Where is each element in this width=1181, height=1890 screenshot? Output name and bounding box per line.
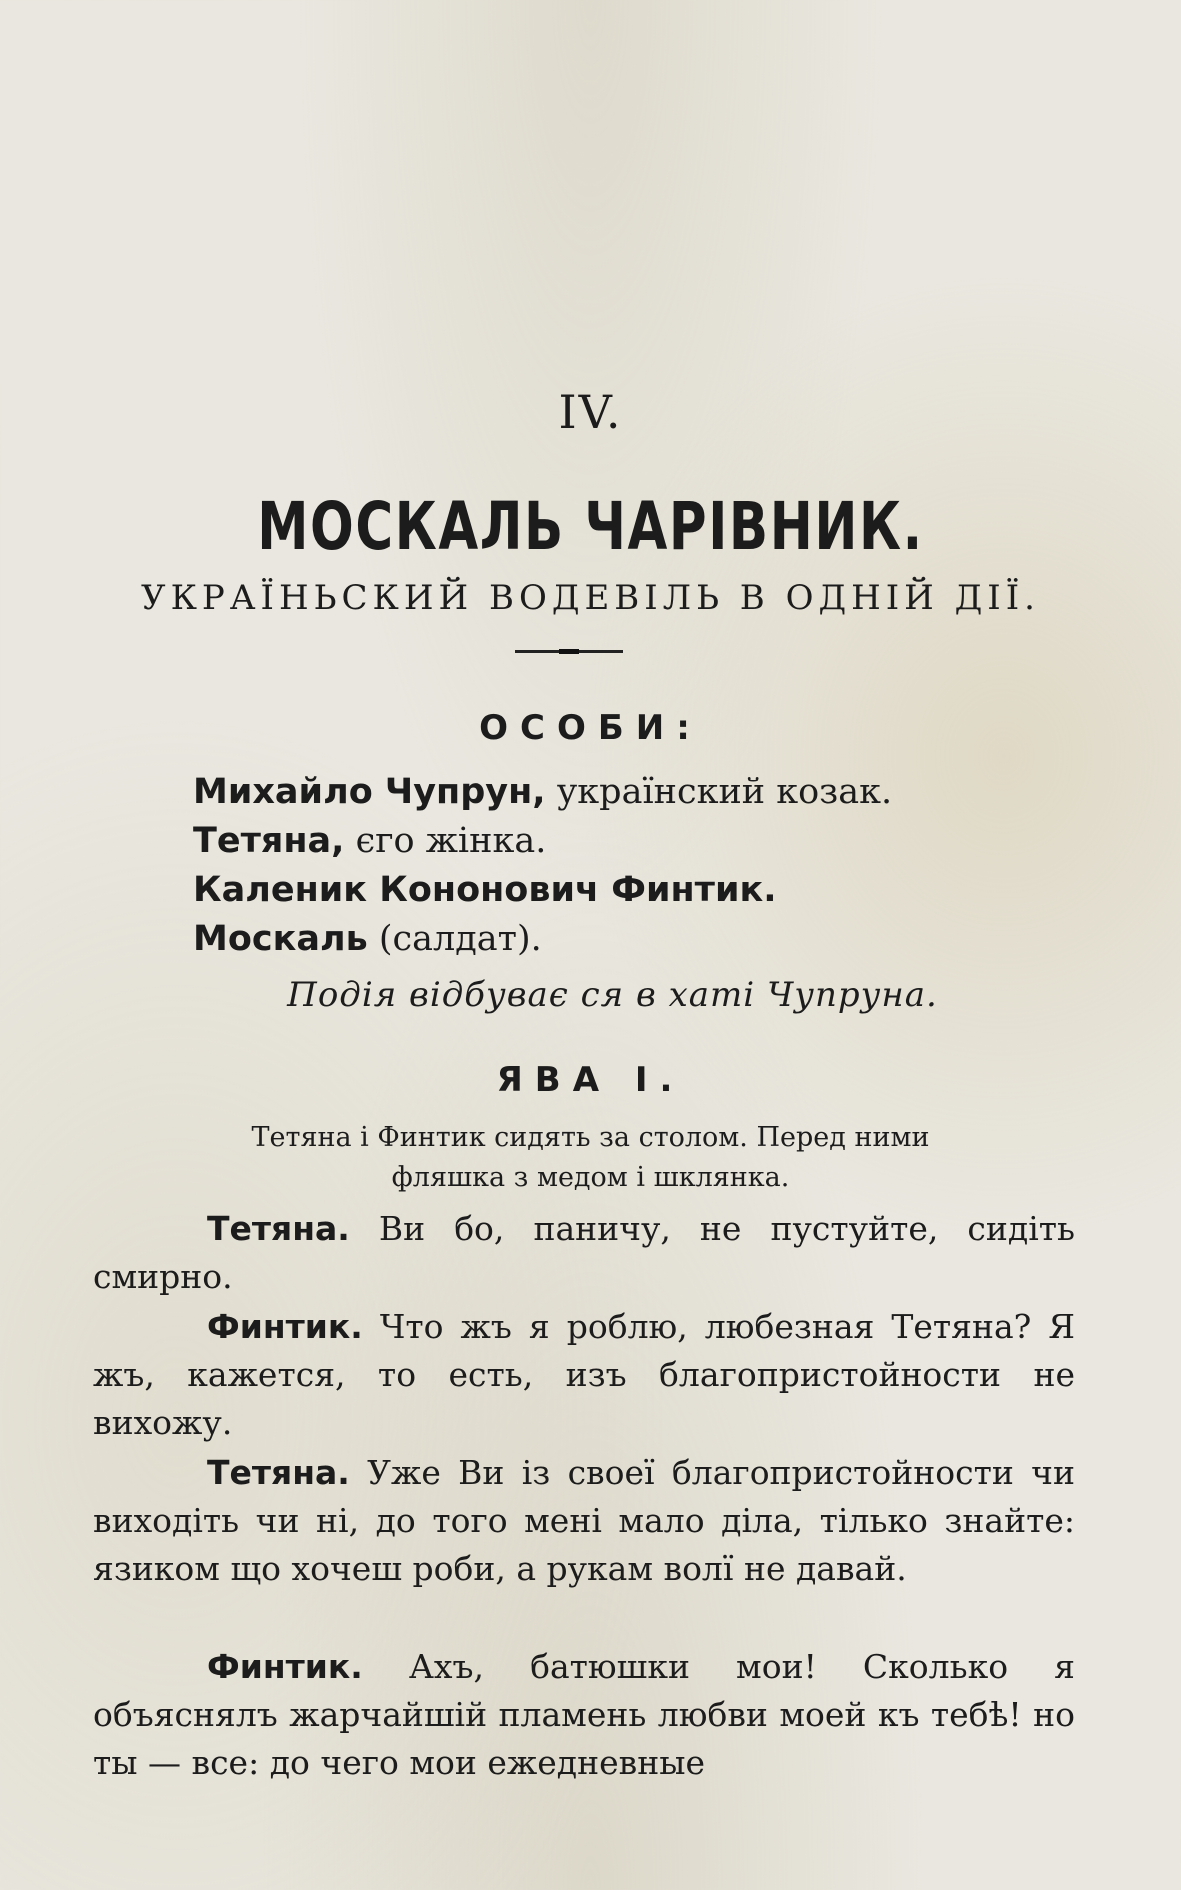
speaker-name: Финтик. [207, 1647, 363, 1686]
dialogue-paragraph [93, 1449, 1075, 1593]
speaker-name: Тетяна. [207, 1209, 350, 1248]
dialogue-text: Ахъ, батюшки мои! Сколько я объяснялъ жарчайшій пламень любви моей къ тебѣ! но ты — все: до чего мои ежедневные [93, 1647, 1075, 1782]
cast-heading: ОСОБИ: [479, 708, 702, 748]
cast-member [193, 767, 892, 817]
act-number: IV. [558, 385, 623, 439]
cast-name: Тетяна, [193, 821, 345, 861]
cast-member [193, 816, 546, 866]
speaker-name: Тетяна. [207, 1453, 350, 1492]
play-subtitle: УКРАЇНЬСКИЙ ВОДЕВІЛЬ В ОДНІЙ ДІЇ. [141, 578, 1040, 618]
cast-name: Каленик Кононович Финтик. [193, 870, 777, 910]
cast-description: єго жінка. [344, 821, 547, 861]
dialogue-text: Уже Ви із своеї благопристойности чи виходіть чи ні, до того мені мало діла, тілько знайте: язиком що хочеш роби, а рукам волї не давай. [93, 1453, 1075, 1588]
dialogue-paragraph [93, 1643, 1075, 1787]
divider [515, 650, 623, 653]
dialogue-text: Ви бо, паничу, не пустуйте, сидіть смирно. [93, 1209, 1075, 1296]
cast-name: Михайло Чупрун, [193, 772, 546, 812]
cast-member [193, 865, 777, 915]
stage-direction-line: фляшка з медом і шклянка. [391, 1162, 790, 1193]
play-title: МОСКАЛЬ ЧАРІВНИК. [257, 488, 924, 565]
dialogue-paragraph [93, 1205, 1075, 1301]
stage-direction [0, 1118, 1181, 1198]
cast-description: (салдат). [367, 919, 542, 959]
setting-note: Подія відбуває ся в хаті Чупруна. [287, 975, 938, 1015]
speaker-name: Финтик. [207, 1307, 363, 1346]
cast-name: Москаль [193, 919, 368, 959]
dialogue-text: Что жъ я роблю, любезная Тетяна? Я жъ, кажется, то есть, изъ благопристойности не вихожу. [93, 1307, 1075, 1442]
cast-description: українский козак. [545, 772, 893, 812]
cast-member [193, 914, 542, 964]
dialogue-paragraph [93, 1303, 1075, 1447]
scene-heading: ЯВА І. [496, 1060, 685, 1100]
stage-direction-line: Тетяна і Финтик сидять за столом. Перед ними [251, 1122, 930, 1153]
